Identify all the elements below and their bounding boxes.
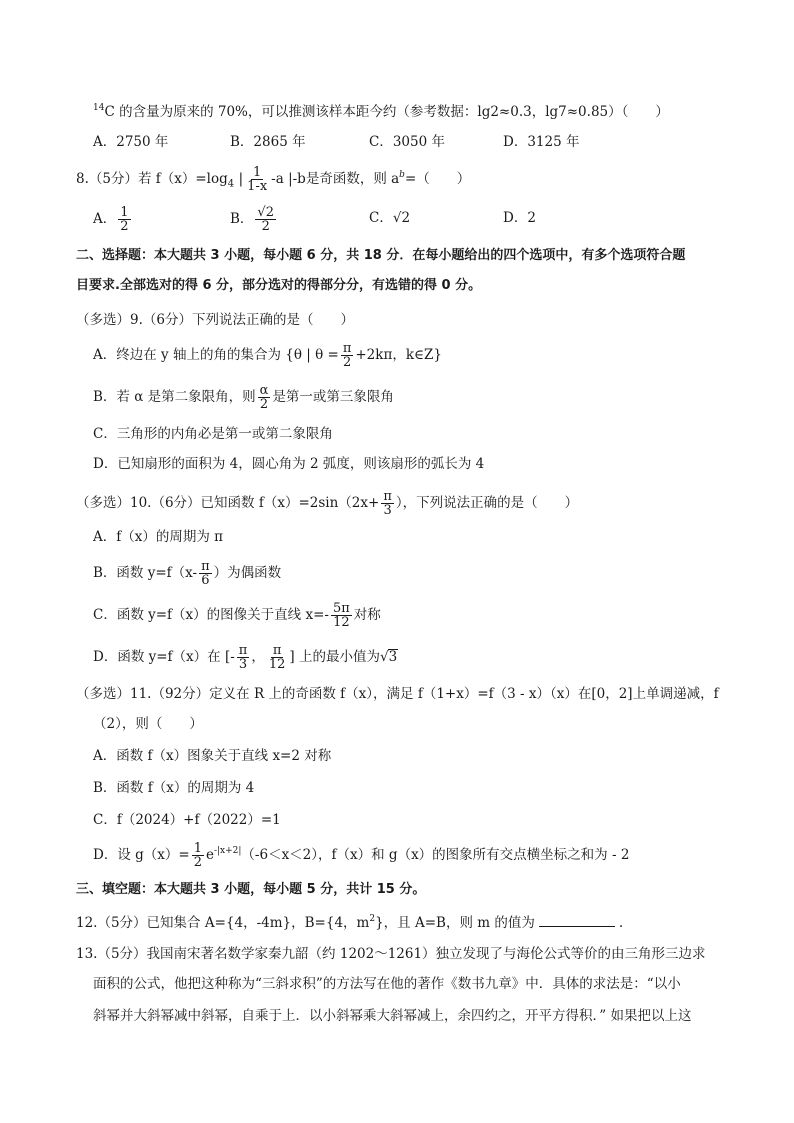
q10-d-mid: ， [251,649,265,665]
q10-c-pre: C．函数 y=f（x）的图像关于直线 x=- [93,607,329,623]
q11-option-c: C．f（2024）+f（2022）=1 [93,812,281,828]
q10-c-num: 5π [332,601,350,616]
q11-option-b: B．函数 f（x）的周期为 4 [93,780,255,796]
section3-heading: 三、填空题：本大题共 3 小题，每小题 5 分，共计 15 分。 [76,882,426,897]
q9-b-den: 2 [259,397,269,412]
q8-stem-pre: 8.（5分）若 f（x）=log [76,171,228,187]
q9-a-den: 2 [342,355,352,370]
q11-option-d: D．设 g（x）= $\frac{1}{2}$ $e^{-|x+2|}(-6<x<2)$，f（x）和 g（x）的图象所有交点横坐标之和为 - 2 [93,841,630,870]
q7-option-d: D．3125 年 [503,134,580,150]
q7-text: C 的含量为原来的 70%，可以推测该样本距今约（参考数据：lg2≈0.3，lg7≈0.85）（ ） [104,104,669,120]
q9-a-pre: A．终边在 y 轴上的角的集合为 {θ | θ = [93,347,339,363]
q8-opt-a-num: 1 [120,205,129,220]
q9-option-c: C．三角形的内角必是第一或第二象限角 [93,426,333,442]
q10-stem-pre: （多选）10.（6分）已知函数 f（x）=2sin（2x+ [76,495,380,511]
q10-d-pre: D．函数 y=f（x）在 [- [93,649,235,665]
q10-stem-den: 3 [383,503,392,518]
q11-stem-line2: （2），则（ ） [93,716,203,732]
q11-d-pre: D．设 g（x）= [93,847,190,863]
q12-pre: 12.（5分）已知集合 A={4，-4m}，B={4，m [76,915,370,931]
q10-stem-num: π [383,489,392,504]
q9-b-post: 是第一或第三象限角 [272,389,394,405]
q8-option-b-label: B． [230,211,254,227]
q13-line1: 13.（5分）我国南宋著名数学家秦九韶（约 1202～1261）独立发现了与海伦公式等价的由三角形三边求 [76,946,706,962]
q11-option-a: A．函数 f（x）图象关于直线 x=2 对称 [93,748,332,764]
q11-d-num: 1 [193,841,202,856]
q11-stem-line1: （多选）11.（92分）定义在 R 上的奇函数 f（x），满足 f（1+x）=f（3 - x）（x）在[0，2]上单调递减，f [76,686,719,702]
q11-d-exp: -|x+2| [213,846,242,856]
q8-opt-a-den: 2 [120,219,129,234]
section2-heading-line1: 二、选择题：本大题共 3 小题，每小题 6 分，共 18 分．在每小题给出的四个选项中，有多个选项符合题 [76,248,686,263]
q9-a-num: π [342,341,352,356]
q8-opt-b-num: √2 [257,205,274,220]
q8-option-c [369,208,410,228]
q9-option-d: D．已知扇形的面积为 4，圆心角为 2 弧度，则该扇形的弧长为 4 [93,456,485,472]
q10-d-den2: 12 [268,657,286,672]
q13-line2: 面积的公式，他把这种称为“三斜求积”的方法写在他的著作《数书九章》中．具体的求法是：“以小 [93,976,681,992]
q8-fraction [245,166,269,193]
q11-d-den: 2 [193,855,202,870]
q13-line3: 斜幂并大斜幂减中斜幂，自乘于上．以小斜幂乘大斜幂减上，余四约之，开平方得积．” 如果把以上这 [93,1008,692,1024]
q12-stem: 12.（5分）已知集合 A={4，-4m}，B={4，$m^2$}，且 A=B，则 m 的值为 . [76,914,624,931]
q10-b-pre: B．函数 y=f（x- [93,565,198,581]
section2-heading-line2: 目要求.全部选对的得 6 分，部分选对的得部分分，有选错的得 0 分。 [76,278,482,293]
q9-option-b [93,384,394,411]
q10-d-post: ] 上的最小值为 [289,649,380,665]
q8-option-a [93,206,133,233]
q10-b-post: ）为偶函数 [213,565,282,581]
q7-option-b: B．2865 年 [230,134,306,150]
q12-post: . [618,915,624,931]
q8-option-a-label: A． [93,211,117,227]
q8-option-c-label: C． [369,210,393,226]
q7-option-a: A．2750 年 [93,134,169,150]
q10-d-sqrt: 3 [388,649,398,665]
q8-frac-num: 1 [253,165,262,180]
q10-d-num1: π [238,643,248,658]
q9-a-post: +2kπ，k∈Z} [355,347,442,363]
q10-option-b [93,560,281,587]
q12-answer-blank[interactable] [539,912,615,927]
q10-stem [76,490,578,517]
q7-continuation: $^{14}$C 的含量为原来的 70%，可以推测该样本距今约（参考数据：lg2≈0.3，lg7≈0.85）（ ） [93,103,669,120]
q12-mid: }，且 A=B，则 m 的值为 [375,915,535,931]
q10-b-den: 6 [201,573,210,588]
q11-d-post: （-6＜x＜2），f（x）和 g（x）的图象所有交点横坐标之和为 - 2 [241,847,630,863]
q10-d-num2: π [272,643,282,658]
q8-opt-c-value: √2 [392,210,411,226]
q8-option-b [230,206,278,233]
q10-option-a: A．f（x）的周期为 π [93,529,224,545]
q10-option-d: D．函数 y=f（x）在 [- $\frac{\pi}{3}$ ， $\frac{\pi}{12}$ ] 上的最小值为√3 [93,643,398,672]
q8-frac-den: 1-x [247,179,268,194]
q9-option-a [93,342,442,369]
q10-d-den1: 3 [238,657,248,672]
q10-c-post: 对称 [353,607,381,623]
q10-b-num: π [201,559,210,574]
q9-b-num: α [259,383,269,398]
q10-stem-post: ），下列说法正确的是（ ） [395,495,579,511]
q10-option-c [93,602,381,629]
q10-c-den: 12 [333,615,350,630]
q8-opt-b-den: 2 [261,219,270,234]
q9-stem: （多选）9.（6分）下列说法正确的是（ ） [76,312,354,328]
q8-stem: 8.（5分）若 $f(x)=\log_4$ | $\frac{1}{1-x}$ -a |-b是奇函数，则 $a^b=$（ ） [76,165,471,194]
q7-option-c: C．3050 年 [369,134,445,150]
q9-b-pre: B．若 α 是第二象限角，则 [93,389,256,405]
q8-stem-post: -a |-b是奇函数，则 a [271,171,400,187]
q8-option-d: D．2 [503,210,536,226]
q8-stem-end: =（ ） [404,171,471,187]
